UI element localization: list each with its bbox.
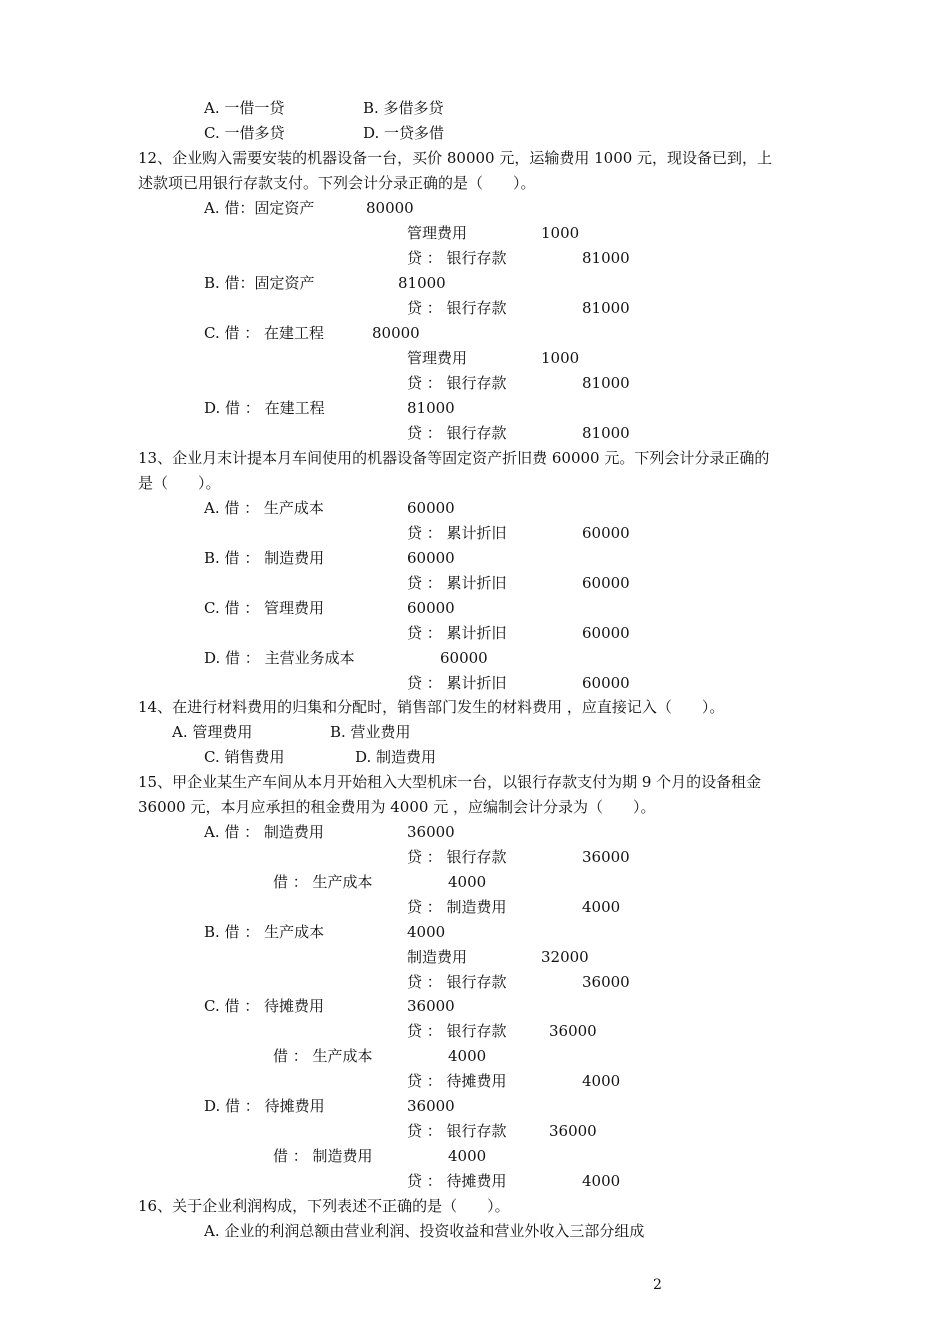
text-line: D. 借 ： 待摊费用	[204, 1097, 325, 1115]
text-line: 1000	[541, 224, 580, 242]
text-line: 4000	[582, 1072, 621, 1090]
text-line: 4000	[582, 1172, 621, 1190]
text-line: 60000	[582, 624, 630, 642]
text-line: 贷 ： 银行存款	[407, 1122, 507, 1140]
text-line: B. 借 ： 生产成本	[204, 923, 325, 941]
text-line: A. 管理费用	[172, 723, 253, 741]
text-line: A. 企业的利润总额由营业利润、投资收益和营业外收入三部分组成	[204, 1222, 645, 1240]
text-line: 16、关于企业利润构成，下列表述不正确的是（ ）。	[138, 1197, 510, 1215]
text-line: A. 借：固定资产	[204, 199, 315, 217]
text-line: 贷 ： 待摊费用	[407, 1172, 507, 1190]
text-line: C. 借 ： 管理费用	[204, 599, 325, 617]
text-line: 管理费用	[407, 224, 468, 242]
text-line: 60000	[582, 674, 630, 692]
text-line: 60000	[407, 549, 455, 567]
text-line: C. 借 ： 在建工程	[204, 324, 325, 342]
text-line: D. 制造费用	[355, 748, 437, 766]
text-line: 81000	[398, 274, 446, 292]
text-line: 4000	[582, 898, 621, 916]
text-line: B. 营业费用	[330, 723, 411, 741]
text-line: 36000	[549, 1122, 597, 1140]
text-line: A. 一借一贷	[204, 99, 285, 117]
text-line: 15、甲企业某生产车间从本月开始租入大型机床一台，以银行存款支付为期 9 个月的设备租金	[138, 773, 762, 791]
text-line: 4000	[448, 873, 487, 891]
text-line: A. 借 ： 制造费用	[204, 823, 324, 841]
text-line: 81000	[582, 299, 630, 317]
text-line: 贷 ： 制造费用	[407, 898, 507, 916]
text-line: 制造费用	[407, 948, 468, 966]
text-line: B. 借：固定资产	[204, 274, 315, 292]
text-line: 81000	[582, 374, 630, 392]
text-line: 36000	[549, 1022, 597, 1040]
text-line: 贷 ： 累计折旧	[407, 624, 507, 642]
text-line: B. 借 ： 制造费用	[204, 549, 325, 567]
text-line: D. 借 ： 在建工程	[204, 399, 325, 417]
text-line: 贷 ： 累计折旧	[407, 674, 507, 692]
text-line: C. 销售费用	[204, 748, 285, 766]
text-line: 12、企业购入需要安装的机器设备一台，买价 80000 元，运输费用 1000 元，现设备已到，上	[138, 149, 773, 167]
text-line: 80000	[372, 324, 420, 342]
text-line: 36000	[407, 1097, 455, 1115]
text-line: 32000	[541, 948, 589, 966]
text-line: 贷 ： 银行存款	[407, 848, 507, 866]
text-line: 36000	[407, 823, 455, 841]
text-line: B. 多借多贷	[363, 99, 444, 117]
text-line: 贷 ： 银行存款	[407, 374, 507, 392]
text-line: C. 一借多贷	[204, 124, 285, 142]
page-number: 2	[653, 1277, 662, 1293]
text-line: 借 ： 生产成本	[273, 1047, 373, 1065]
text-line: C. 借 ： 待摊费用	[204, 997, 325, 1015]
text-line: 60000	[407, 499, 455, 517]
text-line: 81000	[407, 399, 455, 417]
text-line: 贷 ： 银行存款	[407, 249, 507, 267]
text-line: A. 借 ： 生产成本	[204, 499, 324, 517]
text-line: 60000	[582, 524, 630, 542]
text-line: D. 一贷多借	[363, 124, 445, 142]
text-line: 贷 ： 银行存款	[407, 424, 507, 442]
text-line: 36000	[582, 848, 630, 866]
text-line: 60000	[407, 599, 455, 617]
text-line: 4000	[407, 923, 446, 941]
text-line: 36000	[407, 997, 455, 1015]
text-line: 贷 ： 银行存款	[407, 973, 507, 991]
text-line: 管理费用	[407, 349, 468, 367]
text-line: 14、在进行材料费用的归集和分配时，销售部门发生的材料费用 ，应直接记入（ ）。	[138, 698, 725, 716]
text-line: 贷 ： 银行存款	[407, 1022, 507, 1040]
text-line: 4000	[448, 1047, 487, 1065]
text-line: 贷 ： 银行存款	[407, 299, 507, 317]
text-line: 4000	[448, 1147, 487, 1165]
text-line: 是（ ）。	[138, 474, 221, 492]
text-line: 60000	[582, 574, 630, 592]
text-line: 13、企业月末计提本月车间使用的机器设备等固定资产折旧费 60000 元。下列会计分录正确的	[138, 449, 770, 467]
text-line: 借 ： 生产成本	[273, 873, 373, 891]
text-line: 1000	[541, 349, 580, 367]
text-line: 80000	[366, 199, 414, 217]
text-line: 贷 ： 累计折旧	[407, 524, 507, 542]
text-line: 60000	[440, 649, 488, 667]
text-line: 81000	[582, 424, 630, 442]
text-line: 贷 ： 累计折旧	[407, 574, 507, 592]
text-line: 36000 元，本月应承担的租金费用为 4000 元 ，应编制会计分录为（ ）。	[138, 798, 656, 816]
text-line: D. 借 ： 主营业务成本	[204, 649, 355, 667]
text-line: 贷 ： 待摊费用	[407, 1072, 507, 1090]
text-line: 借 ： 制造费用	[273, 1147, 373, 1165]
text-line: 36000	[582, 973, 630, 991]
text-line: 述款项已用银行存款支付。下列会计分录正确的是（ ）。	[138, 174, 536, 192]
text-line: 81000	[582, 249, 630, 267]
